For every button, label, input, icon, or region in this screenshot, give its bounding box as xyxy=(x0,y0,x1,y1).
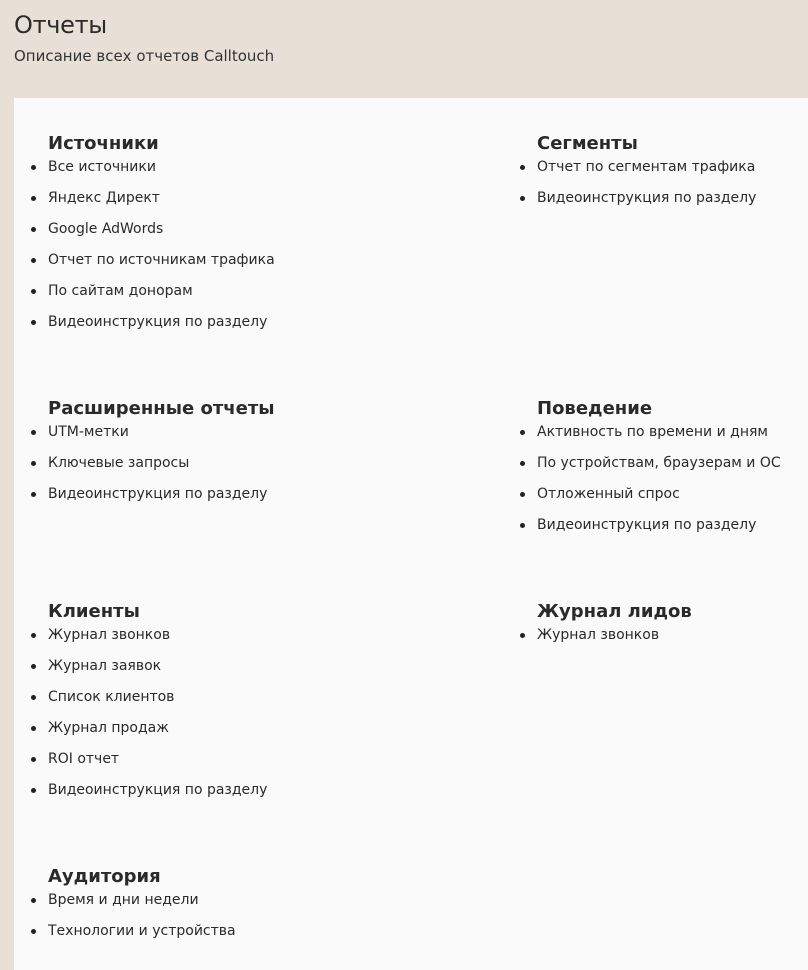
list-item[interactable] xyxy=(48,313,275,344)
report-link-all-sources[interactable]: Все источники xyxy=(48,159,156,175)
list-item[interactable] xyxy=(48,189,275,220)
report-link-video-sources[interactable]: Видеоинструкция по разделу xyxy=(48,314,268,330)
list-item[interactable] xyxy=(48,657,267,688)
page-title: Отчеты xyxy=(14,11,107,39)
report-link-devices[interactable]: По устройствам, браузерам и ОС xyxy=(537,455,781,471)
section-clients xyxy=(48,600,267,812)
list-item[interactable] xyxy=(48,891,236,922)
bullet-icon xyxy=(31,461,36,466)
list-item[interactable] xyxy=(48,485,275,516)
list-item[interactable] xyxy=(48,781,267,812)
bullet-icon xyxy=(31,726,36,731)
bullet-icon xyxy=(31,633,36,638)
list-item[interactable] xyxy=(537,454,781,485)
list-item[interactable] xyxy=(48,454,275,485)
section-clients-list xyxy=(48,626,267,812)
report-link-client-list[interactable]: Список клиентов xyxy=(48,689,175,705)
report-link-keywords[interactable]: Ключевые запросы xyxy=(48,455,190,471)
report-link-video-advanced[interactable]: Видеоинструкция по разделу xyxy=(48,486,268,502)
list-item[interactable] xyxy=(48,251,275,282)
section-title-segments: Сегменты xyxy=(537,133,638,154)
list-item[interactable] xyxy=(48,719,267,750)
bullet-icon xyxy=(520,430,525,435)
page-subtitle: Описание всех отчетов Calltouch xyxy=(14,47,275,65)
section-title-clients: Клиенты xyxy=(48,601,140,622)
bullet-icon xyxy=(520,165,525,170)
bullet-icon xyxy=(520,196,525,201)
bullet-icon xyxy=(31,898,36,903)
report-link-sales-log[interactable]: Журнал продаж xyxy=(48,720,169,736)
list-item[interactable] xyxy=(537,516,781,547)
section-leads xyxy=(537,600,692,657)
report-link-request-log[interactable]: Журнал заявок xyxy=(48,658,162,674)
section-title-sources: Источники xyxy=(48,133,159,154)
report-link-video-clients[interactable]: Видеоинструкция по разделу xyxy=(48,782,268,798)
bullet-icon xyxy=(31,664,36,669)
list-item[interactable] xyxy=(537,485,781,516)
report-link-utm[interactable]: UTM-метки xyxy=(48,424,129,440)
report-link-activity-time[interactable]: Активность по времени и дням xyxy=(537,424,768,440)
report-link-technologies[interactable]: Технологии и устройства xyxy=(48,923,236,939)
list-item[interactable] xyxy=(537,626,692,657)
list-item[interactable] xyxy=(48,158,275,189)
section-leads-list xyxy=(537,626,692,657)
report-link-video-behavior[interactable]: Видеоинструкция по разделу xyxy=(537,517,757,533)
section-title-leads: Журнал лидов xyxy=(537,601,692,622)
bullet-icon xyxy=(31,492,36,497)
report-link-donor-sites[interactable]: По сайтам донорам xyxy=(48,283,193,299)
bullet-icon xyxy=(31,227,36,232)
bullet-icon xyxy=(520,633,525,638)
list-item[interactable] xyxy=(48,626,267,657)
list-item[interactable] xyxy=(537,158,756,189)
report-link-leads-call-log[interactable]: Журнал звонков xyxy=(537,627,660,643)
bullet-icon xyxy=(31,289,36,294)
section-advanced-list xyxy=(48,423,275,516)
report-link-roi[interactable]: ROI отчет xyxy=(48,751,120,767)
bullet-icon xyxy=(31,788,36,793)
section-sources xyxy=(48,132,275,344)
section-advanced xyxy=(48,397,275,516)
section-behavior xyxy=(537,397,781,547)
bullet-icon xyxy=(31,320,36,325)
bullet-icon xyxy=(520,492,525,497)
report-link-traffic-segments[interactable]: Отчет по сегментам трафика xyxy=(537,159,756,175)
reports-panel xyxy=(14,98,808,970)
bullet-icon xyxy=(520,523,525,528)
section-audience xyxy=(48,865,236,953)
report-link-video-segments[interactable]: Видеоинструкция по разделу xyxy=(537,190,757,206)
list-item[interactable] xyxy=(48,220,275,251)
report-link-traffic-sources[interactable]: Отчет по источникам трафика xyxy=(48,252,275,268)
section-title-advanced: Расширенные отчеты xyxy=(48,398,275,419)
section-segments xyxy=(537,132,756,220)
report-link-time-days[interactable]: Время и дни недели xyxy=(48,892,199,908)
list-item[interactable] xyxy=(48,922,236,953)
section-sources-list xyxy=(48,158,275,344)
bullet-icon xyxy=(31,929,36,934)
section-title-behavior: Поведение xyxy=(537,398,653,419)
list-item[interactable] xyxy=(537,189,756,220)
bullet-icon xyxy=(31,196,36,201)
report-link-deferred-demand[interactable]: Отложенный спрос xyxy=(537,486,680,502)
section-segments-list xyxy=(537,158,756,220)
bullet-icon xyxy=(31,695,36,700)
list-item[interactable] xyxy=(537,423,781,454)
list-item[interactable] xyxy=(48,423,275,454)
section-behavior-list xyxy=(537,423,781,547)
report-link-yandex-direct[interactable]: Яндекс Директ xyxy=(48,190,160,206)
bullet-icon xyxy=(31,757,36,762)
bullet-icon xyxy=(31,258,36,263)
list-item[interactable] xyxy=(48,750,267,781)
page-header xyxy=(14,0,794,98)
list-item[interactable] xyxy=(48,688,267,719)
report-link-google-adwords[interactable]: Google AdWords xyxy=(48,221,164,237)
bullet-icon xyxy=(31,430,36,435)
report-link-call-log[interactable]: Журнал звонков xyxy=(48,627,171,643)
list-item[interactable] xyxy=(48,282,275,313)
bullet-icon xyxy=(31,165,36,170)
bullet-icon xyxy=(520,461,525,466)
section-title-audience: Аудитория xyxy=(48,866,161,887)
section-audience-list xyxy=(48,891,236,953)
